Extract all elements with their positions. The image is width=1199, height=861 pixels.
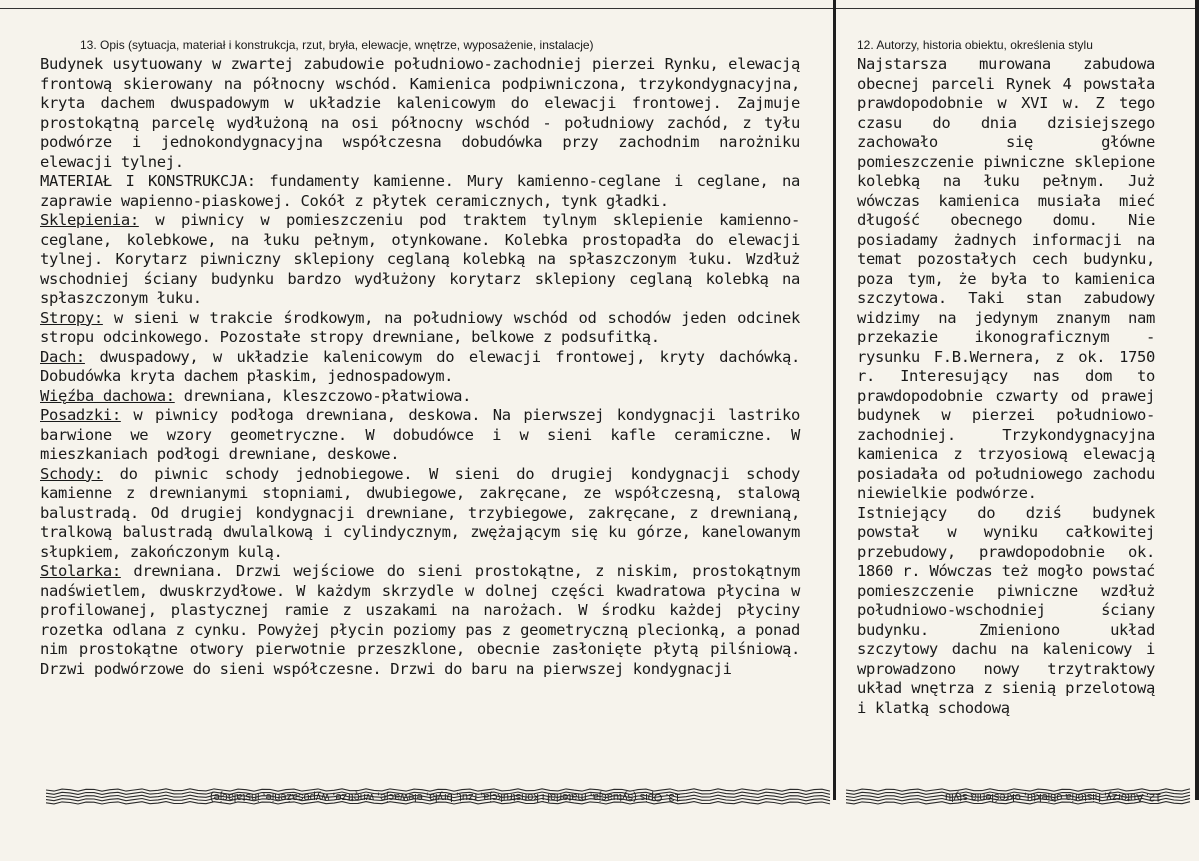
- ceilings-heading: Stropy:: [40, 308, 103, 327]
- roof-heading: Dach:: [40, 347, 85, 366]
- paragraph-material: MATERIAŁ I KONSTRUKCJA: fundamenty kamienne. Mury kamienno-ceglane i ceglane, na zaprawie wapienno-piaskowej. Cokół z płytek ceramicznych, tynk gładki.: [40, 172, 800, 210]
- floors-heading: Posadzki:: [40, 406, 121, 424]
- truss-heading: Więźba dachowa:: [40, 386, 175, 405]
- history-body: [857, 55, 1155, 718]
- joinery-heading: Stolarka:: [40, 562, 121, 580]
- description-column: [40, 37, 800, 679]
- column-divider: [833, 0, 836, 800]
- description-heading: 13. Opis (sytuacja, materiał i konstrukcja, rzut, bryła, elewacje, wnętrze, wyposażenie, instalacje): [80, 38, 594, 52]
- history-paragraph: Najstarsza murowana zabudowa obecnej parceli Rynek 4 powstała prawdopodobnie w XVI w. Z tego czasu do dnia dzisiejszego zachowało się główne pomieszczenie piwniczne sklepione kolebką na łuku pełnym. Już wówczas kamienica musiała mieć długość obecnego domu. Nie posiadamy żadnych informacji na temat pozostałych cech budynku, poza tym, że była to kamienica szczytowa. Taki stan zabudowy widzimy na jedynym znanym nam przekazie ikonograficznym - rysunku F.B.Wernera, z ok. 1750 r. Interesujący nas dom to prawdopodobnie czwarty od prawej budynek w pierzei południowo-zachodniej. Trzykondygnacyjna kamienica z trzyosiową elewacją posiadała od południowego zachodu niewielkie podwórze.: [857, 55, 1155, 502]
- history-paragraph: Istniejący do dziś budynek powstał w wyniku całkowitej przebudowy, prawdopodobnie ok. 1860 r. Wówczas też mogło powstać pomieszczenie piwniczne wzdłuż południowo-wschodniej ściany budynku. Zmieniono układ szczytowy dachu na kalenicowy i wprowadzono nowy trzytraktowy układ wnętrza z sienią przelotową i klatką schodową: [857, 503, 1155, 717]
- right-edge-rule: [1195, 0, 1199, 800]
- paragraph-ceilings: Stropy: w sieni w trakcie środkowym, na południowy wschód od schodów jeden odcinek stropu odcinkowego. Pozostałe stropy drewniane, belkowe z podsufitką.: [40, 308, 800, 346]
- paragraph-floors: Posadzki: w piwnicy podłoga drewniana, deskowa. Na pierwszej kondygnacji lastriko barwione we wzory geometryczne. W dobudówce i w sieni kafle ceramiczne. W mieszkaniach podłogi drewniane, deskowe.: [40, 406, 800, 463]
- paragraph-vaults: Sklepienia: w piwnicy w pomieszczeniu pod traktem tylnym sklepienie kamienno-ceglane, kolebkowe, na łuku pełnym, otynkowane. Kolebka prostopadła do elewacji tylnej. Korytarz piwniczny sklepiony ceglaną kolebką na spłaszczonym łuku. Wzdłuż wschodniej ściany budynku bardzo wydłużony korytarz sklepiony ceglaną kolebką na spłaszczonym łuku.: [40, 211, 800, 307]
- paragraph-truss: Więźba dachowa: drewniana, kleszczowo-płatwiowa.: [40, 386, 472, 405]
- mirrored-description-heading: 13. Opis (sytuacja, materiał i konstrukcja, rzut, bryła, elewacje, wnętrze, wyposażenie, instalacje): [210, 791, 681, 803]
- stairs-heading: Schody:: [40, 464, 103, 483]
- history-heading: 12. Autorzy, historia obiektu, określenia stylu: [857, 38, 1093, 52]
- paragraph-joinery: Stolarka: drewniana. Drzwi wejściowe do sieni prostokątne, z niskim, prostokątnym nadświetlem, dwuskrzydłowe. W każdym skrzydle w dolnej części kwadratowa płycina w profilowanej, plastycznej ramie z uszakami na narożach. W środku każdej płyciny rozetka odlana z cynku. Powyżej płycin poziomy pas z geometryczną plecionką, a ponad nim prostokątne otwory pierwotnie przeszklone, obecnie zasłonięte płytą pilśniową. Drzwi podwórzowe do sieni współczesne. Drzwi do baru na pierwszej kondygnacji: [40, 562, 800, 678]
- description-body: [40, 55, 800, 679]
- paragraph-roof: Dach: dwuspadowy, w układzie kalenicowym do elewacji frontowej, kryty dachówką. Dobudówka kryta dachem płaskim, jednospadowym.: [40, 347, 800, 385]
- vaults-heading: Sklepienia:: [40, 211, 139, 229]
- top-rule: [0, 8, 1199, 9]
- paragraph-stairs: Schody: do piwnic schody jednobiegowe. W sieni do drugiej kondygnacji schody kamienne z drewnianymi stopniami, dwubiegowe, zakręcane, ze współczesną, stalową balustradą. Od drugiej kondygnacji drewniane, trzybiegowe, zakręcane, z drewnianą, tralkową balustradą dwulalkową i cylindycznym, zwężającym się ku górze, kanelowanym słupkiem, zakończonym kulą.: [40, 464, 800, 561]
- history-column: [857, 37, 1155, 718]
- paragraph-location: Budynek usytuowany w zwartej zabudowie południowo-zachodniej pierzei Rynku, elewacją frontową skierowany na północny wschód. Kamienica podpiwniczona, trzykondygnacyjna, kryta dachem dwuspadowym w układzie kalenicowym do elewacji frontowej. Zajmuje prostokątną parcelę wydłużoną na osi północny wschód - południowy zachód, z tyłu podwórze i jednokondygnacyjna współczesna dobudówka przy zachodnim narożniku elewacji tylnej.: [40, 55, 800, 171]
- mirrored-history-heading: 12. Autorzy, historia obiektu, określenia stylu: [945, 791, 1162, 803]
